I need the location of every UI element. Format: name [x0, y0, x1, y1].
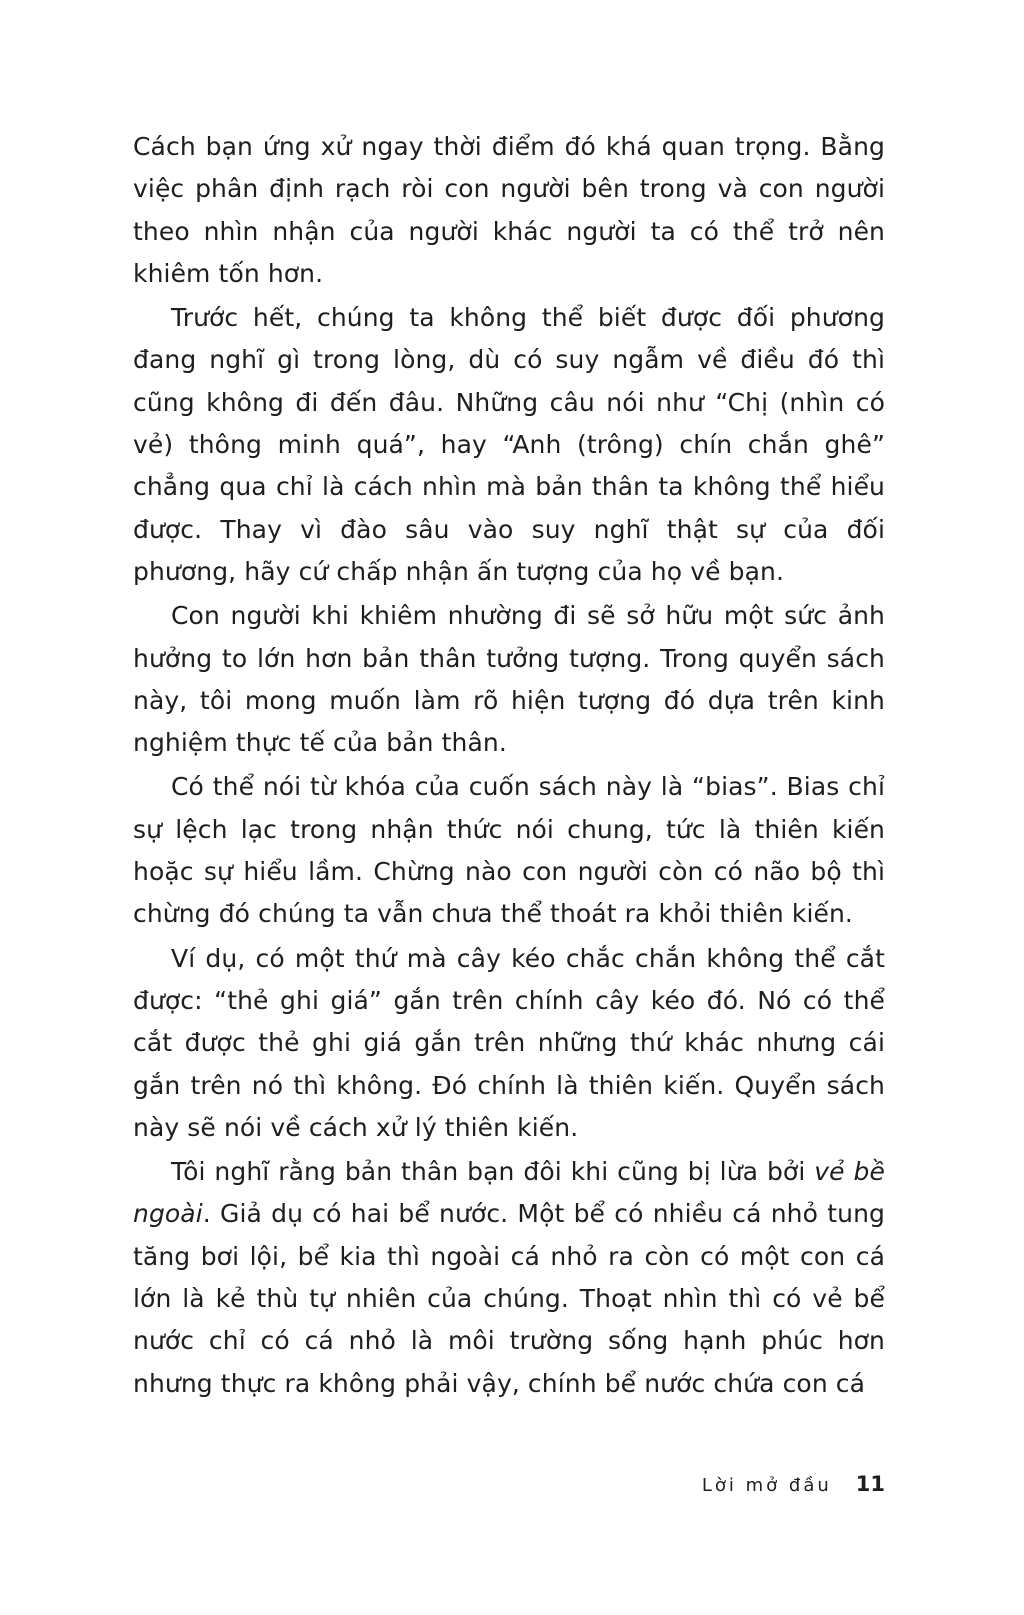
paragraph-2: Trước hết, chúng ta không thể biết được đối phương đang nghĩ gì trong lòng, dù có suy ngẫm về điều đó thì cũng không đi đến đâu. Những câu nói như “Chị (nhìn có vẻ) thông minh quá”, hay “Anh (trông) chín chắn ghê” chẳng qua chỉ là cách nhìn mà bản thân ta không thể hiểu được. Thay vì đào sâu vào suy nghĩ thật sự của đối phương, hãy cứ chấp nhận ấn tượng của họ về bạn.: [133, 303, 885, 586]
running-head: Lời mở đầu: [701, 1475, 832, 1496]
page-footer: [680, 1472, 885, 1496]
paragraph-6-text-start: Tôi nghĩ rằng bản thân bạn đôi khi cũng bị lừa bởi: [171, 1157, 815, 1187]
paragraph-6: [133, 1151, 885, 1405]
paragraph-4: Có thể nói từ khóa của cuốn sách này là “bias”. Bias chỉ sự lệch lạc trong nhận thức nói chung, tức là thiên kiến hoặc sự hiểu lầm. Chừng nào con người còn có não bộ thì chừng đó chúng ta vẫn chưa thể thoát ra khỏi thiên kiến.: [133, 772, 885, 929]
page-body: [133, 126, 885, 1405]
emphasis-text: vẻ bề ngoài: [133, 1157, 886, 1229]
page-number: 11: [855, 1472, 885, 1496]
paragraph-6-text-end: . Giả dụ có hai bể nước. Một bể có nhiều cá nhỏ tung tăng bơi lội, bể kia thì ngoài cá nhỏ ra còn có một con cá lớn là kẻ thù tự nhiên của chúng. Thoạt nhìn thì có vẻ bể nước chỉ có cá nhỏ là môi trường sống hạnh phúc hơn nhưng thực ra không phải vậy, chính bể nước chứa con cá: [133, 1199, 885, 1398]
paragraph-1: Cách bạn ứng xử ngay thời điểm đó khá quan trọng. Bằng việc phân định rạch ròi con người bên trong và con người theo nhìn nhận của người khác người ta có thể trở nên khiêm tốn hơn.: [133, 132, 885, 288]
paragraph-5: Ví dụ, có một thứ mà cây kéo chắc chắn không thể cắt được: “thẻ ghi giá” gắn trên chính cây kéo đó. Nó có thể cắt được thẻ ghi giá gắn trên những thứ khác nhưng cái gắn trên nó thì không. Đó chính là thiên kiến. Quyển sách này sẽ nói về cách xử lý thiên kiến.: [133, 943, 885, 1142]
paragraph-3: Con người khi khiêm nhường đi sẽ sở hữu một sức ảnh hưởng to lớn hơn bản thân tưởng tượng. Trong quyển sách này, tôi mong muốn làm rõ hiện tượng đó dựa trên kinh nghiệm thực tế của bản thân.: [133, 601, 885, 758]
